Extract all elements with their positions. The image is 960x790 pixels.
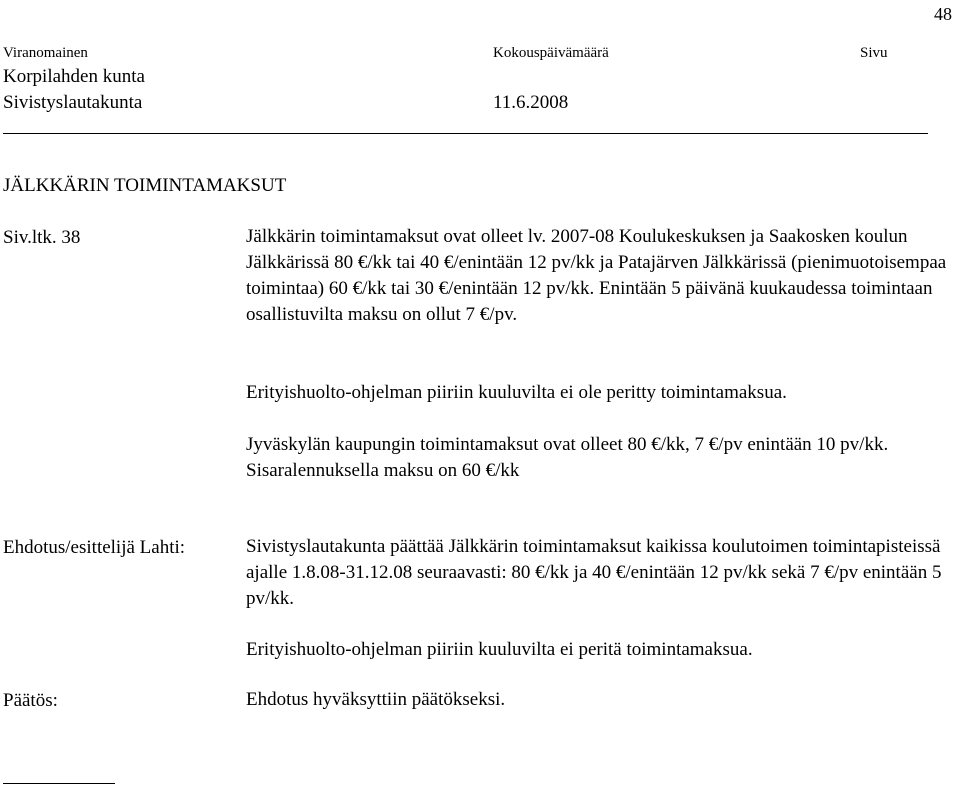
header-meeting-date: 11.6.2008 <box>493 92 569 113</box>
background-paragraph: Jälkkärin toimintamaksut ovat olleet lv. 2007-08 Koulukeskuksen ja Saakosken koulun Jälkkärissä 80 €/kk tai 40 €/enintään 12 pv/kk ja Patajärven Jälkkärissä (pienimuotoisempaa toimintaa) 60 €/kk tai 30 €/enintään 12 pv/kk. Enintään 5 päivänä kuukaudessa toimintaan osallistuvilta maksu on ollut 7 €/pv. <box>246 226 947 325</box>
decision-text: Ehdotus hyväksyttiin päätökseksi. <box>246 689 506 710</box>
section-reference: Siv.ltk. 38 <box>3 227 81 248</box>
header-label-meeting-date: Kokouspäivämäärä <box>493 45 609 61</box>
proposal-paragraph: Erityishuolto-ohjelman piiriin kuuluvilta ei peritä toimintamaksua. <box>246 639 753 660</box>
footer-divider <box>3 783 115 784</box>
header-municipality: Korpilahden kunta <box>3 66 145 87</box>
page-number: 48 <box>934 4 952 24</box>
document-title: JÄLKKÄRIN TOIMINTAMAKSUT <box>3 175 287 196</box>
background-paragraph: Jyväskylän kaupungin toimintamaksut ovat olleet 80 €/kk, 7 €/pv enintään 10 pv/kk. Sisaralennuksella maksu on 60 €/kk <box>246 434 889 481</box>
header-label-official: Viranomainen <box>3 45 88 61</box>
proposal-paragraph: Sivistyslautakunta päättää Jälkkärin toimintamaksut kaikissa koulutoimen toimintapisteissä ajalle 1.8.08-31.12.08 seuraavasti: 80 €/kk ja 40 €/enintään 12 pv/kk sekä 7 €/pv enintään 5 pv/kk. <box>246 536 942 609</box>
proposal-label: Ehdotus/esittelijä Lahti: <box>3 537 186 558</box>
header-divider <box>3 133 928 134</box>
header-committee: Sivistyslautakunta <box>3 92 143 113</box>
background-paragraph: Erityishuolto-ohjelman piiriin kuuluvilta ei ole peritty toimintamaksua. <box>246 382 787 403</box>
header-label-page: Sivu <box>860 45 888 61</box>
decision-label: Päätös: <box>3 690 58 711</box>
